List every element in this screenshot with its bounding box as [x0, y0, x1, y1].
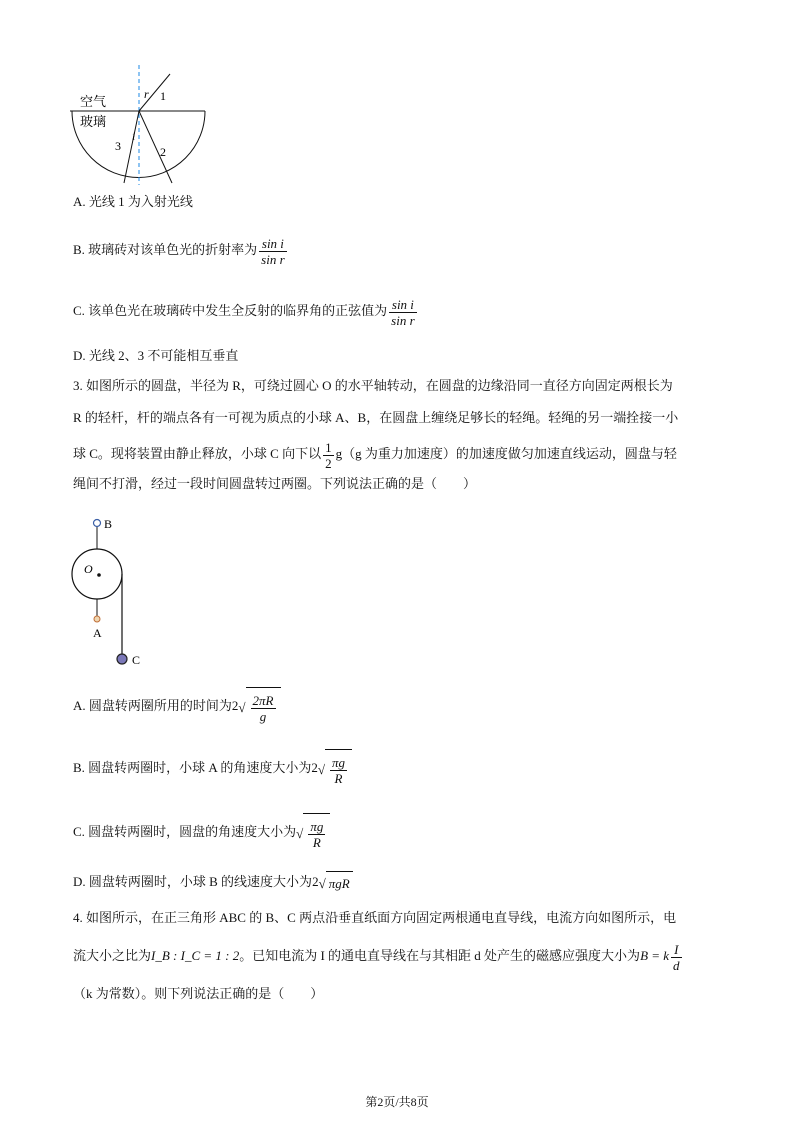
- current-ratio: I_B : I_C = 1 : 2: [151, 948, 240, 963]
- q2-option-d: D. 光线 2、3 不可能相互垂直: [73, 348, 239, 363]
- q3-option-d: [73, 870, 353, 896]
- formula-left: B = k: [640, 948, 670, 963]
- label-glass: 玻璃: [80, 114, 107, 129]
- sqrt-expression: [318, 749, 352, 790]
- q3-option-d-text: D. 圆盘转两圈时，小球 B 的线速度大小为: [73, 874, 313, 889]
- ray-2: [139, 111, 172, 183]
- q3-line-3-a: 球 C。现将装置由静止释放，小球 C 向下以: [73, 446, 322, 461]
- fraction-denominator: R: [312, 835, 321, 851]
- radical-sign: √: [296, 825, 304, 841]
- radical-sign: √: [317, 761, 325, 777]
- page-footer: 第2页/共8页: [365, 1095, 429, 1109]
- label-ray3: 3: [115, 139, 121, 153]
- q2-option-a: A. 光线 1 为入射光线: [73, 194, 193, 209]
- q4-line-2-a: 流大小之比为: [73, 948, 152, 963]
- formula-fraction: [671, 942, 682, 973]
- q2-option-c: [73, 294, 419, 328]
- fraction-numerator: I: [671, 942, 682, 958]
- fraction-numerator: sin i: [389, 297, 416, 313]
- radical-sign: √: [238, 699, 246, 715]
- q3-option-a: [73, 686, 281, 728]
- q4-line-2: [73, 936, 684, 976]
- q3-line-2: R 的轻杆，杆的端点各有一可视为质点的小球 A、B，在圆盘上缠绕足够长的轻绳。轻绳的另一端拴接一小: [73, 410, 679, 425]
- fraction-denominator: R: [334, 771, 343, 787]
- q3-line-3-b: g（g 为重力加速度）的加速度做匀加速直线运动，圆盘与轻: [335, 446, 677, 461]
- fraction-denominator: sin r: [391, 312, 415, 328]
- fraction-denominator: g: [259, 709, 267, 725]
- radicand-fraction: [330, 755, 347, 786]
- radicand-fraction: [308, 819, 325, 850]
- q4-line-2-b: 。已知电流为 I 的通电直导线在与其相距 d 处产生的磁感应强度大小为: [239, 948, 641, 963]
- q4-line-1: 4. 如图所示，在正三角形 ABC 的 B、C 两点沿垂直纸面方向固定两根通电直导线，电流方向如图所示，电: [73, 910, 677, 925]
- q3-option-c: [73, 812, 330, 854]
- coef: 2: [312, 874, 319, 889]
- sqrt-expression: [296, 813, 330, 854]
- q3-option-c-text: C. 圆盘转两圈时，圆盘的角速度大小为: [73, 824, 297, 839]
- label-b: B: [104, 517, 113, 531]
- q3-option-b: [73, 748, 352, 790]
- q2-option-c-text: C. 该单色光在玻璃砖中发生全反射的临界角的正弦值为: [73, 303, 388, 318]
- sqrt-expression: [319, 871, 353, 896]
- ball-a: [94, 616, 100, 622]
- q2-option-b: [73, 233, 289, 267]
- fraction-denominator: sin r: [261, 251, 285, 267]
- radical-sign: √: [318, 875, 326, 891]
- fraction-denominator: 2: [325, 455, 332, 471]
- half-fraction: [323, 440, 334, 471]
- fraction-numerator: 2πR: [252, 693, 274, 709]
- sin-ratio-fraction: [259, 236, 286, 267]
- q3-option-b-text: B. 圆盘转两圈时，小球 A 的角速度大小为: [73, 760, 312, 775]
- disc-figure: [66, 512, 156, 672]
- label-o: O: [84, 562, 93, 576]
- q3-line-4: 绳间不打滑，经过一段时间圆盘转过两圈。下列说法正确的是（ ）: [73, 476, 477, 491]
- fraction-numerator: sin i: [259, 236, 286, 252]
- sin-ratio-fraction: [389, 297, 416, 328]
- q3-line-1: 3. 如图所示的圆盘，半径为 R，可绕过圆心 O 的水平轴转动，在圆盘的边缘沿同一直径方向固定两根长为: [73, 378, 673, 393]
- coef: 2: [311, 760, 318, 775]
- label-c: C: [132, 653, 141, 667]
- q4-line-3: （k 为常数）。则下列说法正确的是（ ）: [73, 986, 324, 1001]
- ball-c: [117, 654, 127, 664]
- fraction-numerator: 1: [325, 439, 332, 455]
- refraction-figure: [60, 60, 220, 190]
- q3-option-a-text: A. 圆盘转两圈所用的时间为: [73, 698, 232, 713]
- ball-b: [94, 520, 101, 527]
- radicand-fraction: [251, 693, 276, 724]
- disc: [72, 549, 122, 599]
- label-ray2: 2: [160, 145, 166, 159]
- label-r: r: [144, 87, 149, 101]
- fraction-numerator: πg: [310, 819, 324, 835]
- disc-center: [97, 573, 101, 577]
- coef: 2: [231, 698, 239, 713]
- sqrt-expression: [238, 687, 280, 728]
- label-a: A: [93, 626, 102, 640]
- label-air: 空气: [80, 94, 107, 109]
- q2-option-b-text: B. 玻璃砖对该单色光的折射率为: [73, 242, 258, 257]
- label-i: i: [132, 129, 136, 143]
- radicand: πgR: [326, 871, 353, 896]
- label-ray1: 1: [160, 89, 166, 103]
- ray-3: [124, 111, 139, 183]
- q3-line-3: [73, 436, 677, 472]
- fraction-numerator: πg: [331, 755, 345, 771]
- fraction-denominator: d: [673, 957, 680, 973]
